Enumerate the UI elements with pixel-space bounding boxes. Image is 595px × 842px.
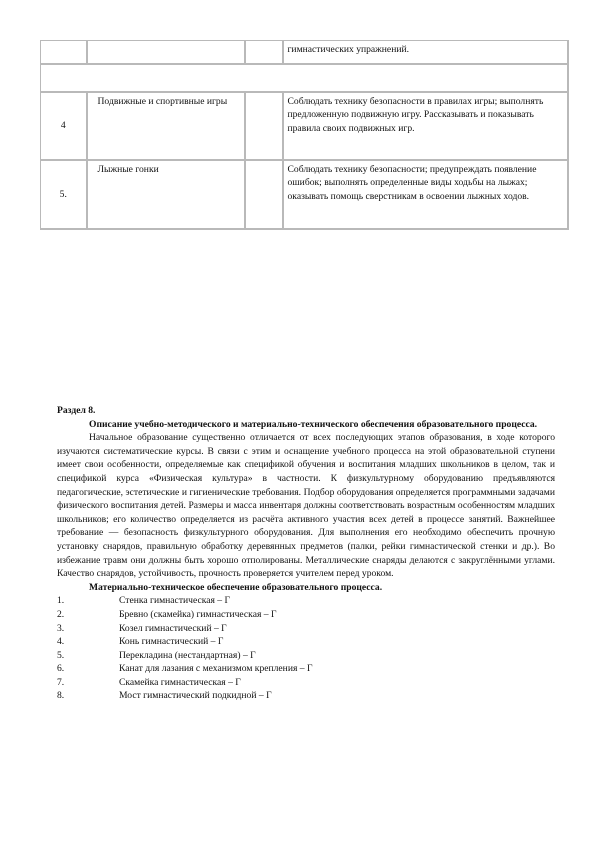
table-row: [41, 160, 568, 229]
subject-cell: Лыжные гонки: [87, 160, 245, 229]
table-row: [41, 92, 568, 160]
row-number-cell: 5.: [41, 160, 87, 229]
list-item: 5. Перекладина (нестандартная) – Г: [57, 649, 256, 661]
activities-table: [40, 40, 567, 230]
hours-cell: [245, 92, 283, 160]
list-item: 6. Канат для лазания с механизмом крепления – Г: [57, 663, 313, 675]
row-number-cell: 4: [41, 92, 87, 160]
list-item: 7. Скамейка гимнастическая – Г: [57, 676, 241, 688]
list-item: 4. Конь гимнастический – Г: [57, 636, 224, 648]
list-item: 8. Мост гимнастический подкидной – Г: [57, 690, 272, 702]
hours-cell: [245, 160, 283, 229]
section-title: Описание учебно-методического и материально-технического обеспечения образовательного процесса.: [89, 418, 538, 430]
empty-merged-cell: [41, 64, 568, 92]
section-heading: Раздел 8.: [57, 405, 96, 416]
row-number-cell: [41, 41, 87, 65]
requirements-cell: Соблюдать технику безопасности в правилах игры; выполнять предложенную подвижную игру. Рассказывать и показывать правила своих подвижных игр.: [283, 92, 568, 160]
subject-cell: Подвижные и спортивные игры: [87, 92, 245, 160]
table-row: [41, 64, 568, 92]
section-paragraph: Начальное образование существенно отличается от всех последующих этапов образования, в ходе которого изучаются систематические курсы. В связи с этим и оснащение учебного процесса на этой образовательной ступени имеет свои особенности, определяемые как спецификой обучения и воспитания младших школьников в целом, так и спецификой курса «Физическая культура» в частности. К физкультурному оборудованию предъявляются педагогические, эстетические и гигиенические требования. Подбор оборудования определяется программными задачами физического воспитания детей. Размеры и масса инвентаря должны соответствовать возрастным особенностям младших школьников; его количество определяется из расчёта активного участия всех детей в процессе занятий. Важнейшее требование — безопасность физкультурного оборудования. Для выполнения его необходимо обеспечить прочную установку снарядов, правильную обработку деревянных предметов (палки, рейки гимнастической стенки и др.). Во избежание травм они должны быть хорошо отполированы. Металлические снаряды делаются с закруглёнными углами. Качество снарядов, устойчивость, прочность проверяется учителем перед уроком.: [57, 432, 555, 580]
list-item: 2. Бревно (скамейка) гимнастическая – Г: [57, 608, 277, 620]
section-8: [57, 404, 555, 703]
equipment-subheading: Материально-техническое обеспечение образовательного процесса.: [89, 581, 383, 593]
requirements-cell: гимнастических упражнений.: [283, 41, 568, 65]
list-item: 1. Стенка гимнастическая – Г: [57, 595, 231, 607]
list-item: 3. Козел гимнастический – Г: [57, 622, 227, 634]
equipment-list: [57, 594, 555, 703]
hours-cell: [245, 41, 283, 65]
table-row: [41, 41, 568, 65]
requirements-cell: Соблюдать технику безопасности; предупреждать появление ошибок; выполнять определенные виды ходьбы на лыжах; оказывать помощь сверстникам в освоении лыжных ходов.: [283, 160, 568, 229]
subject-cell: [87, 41, 245, 65]
